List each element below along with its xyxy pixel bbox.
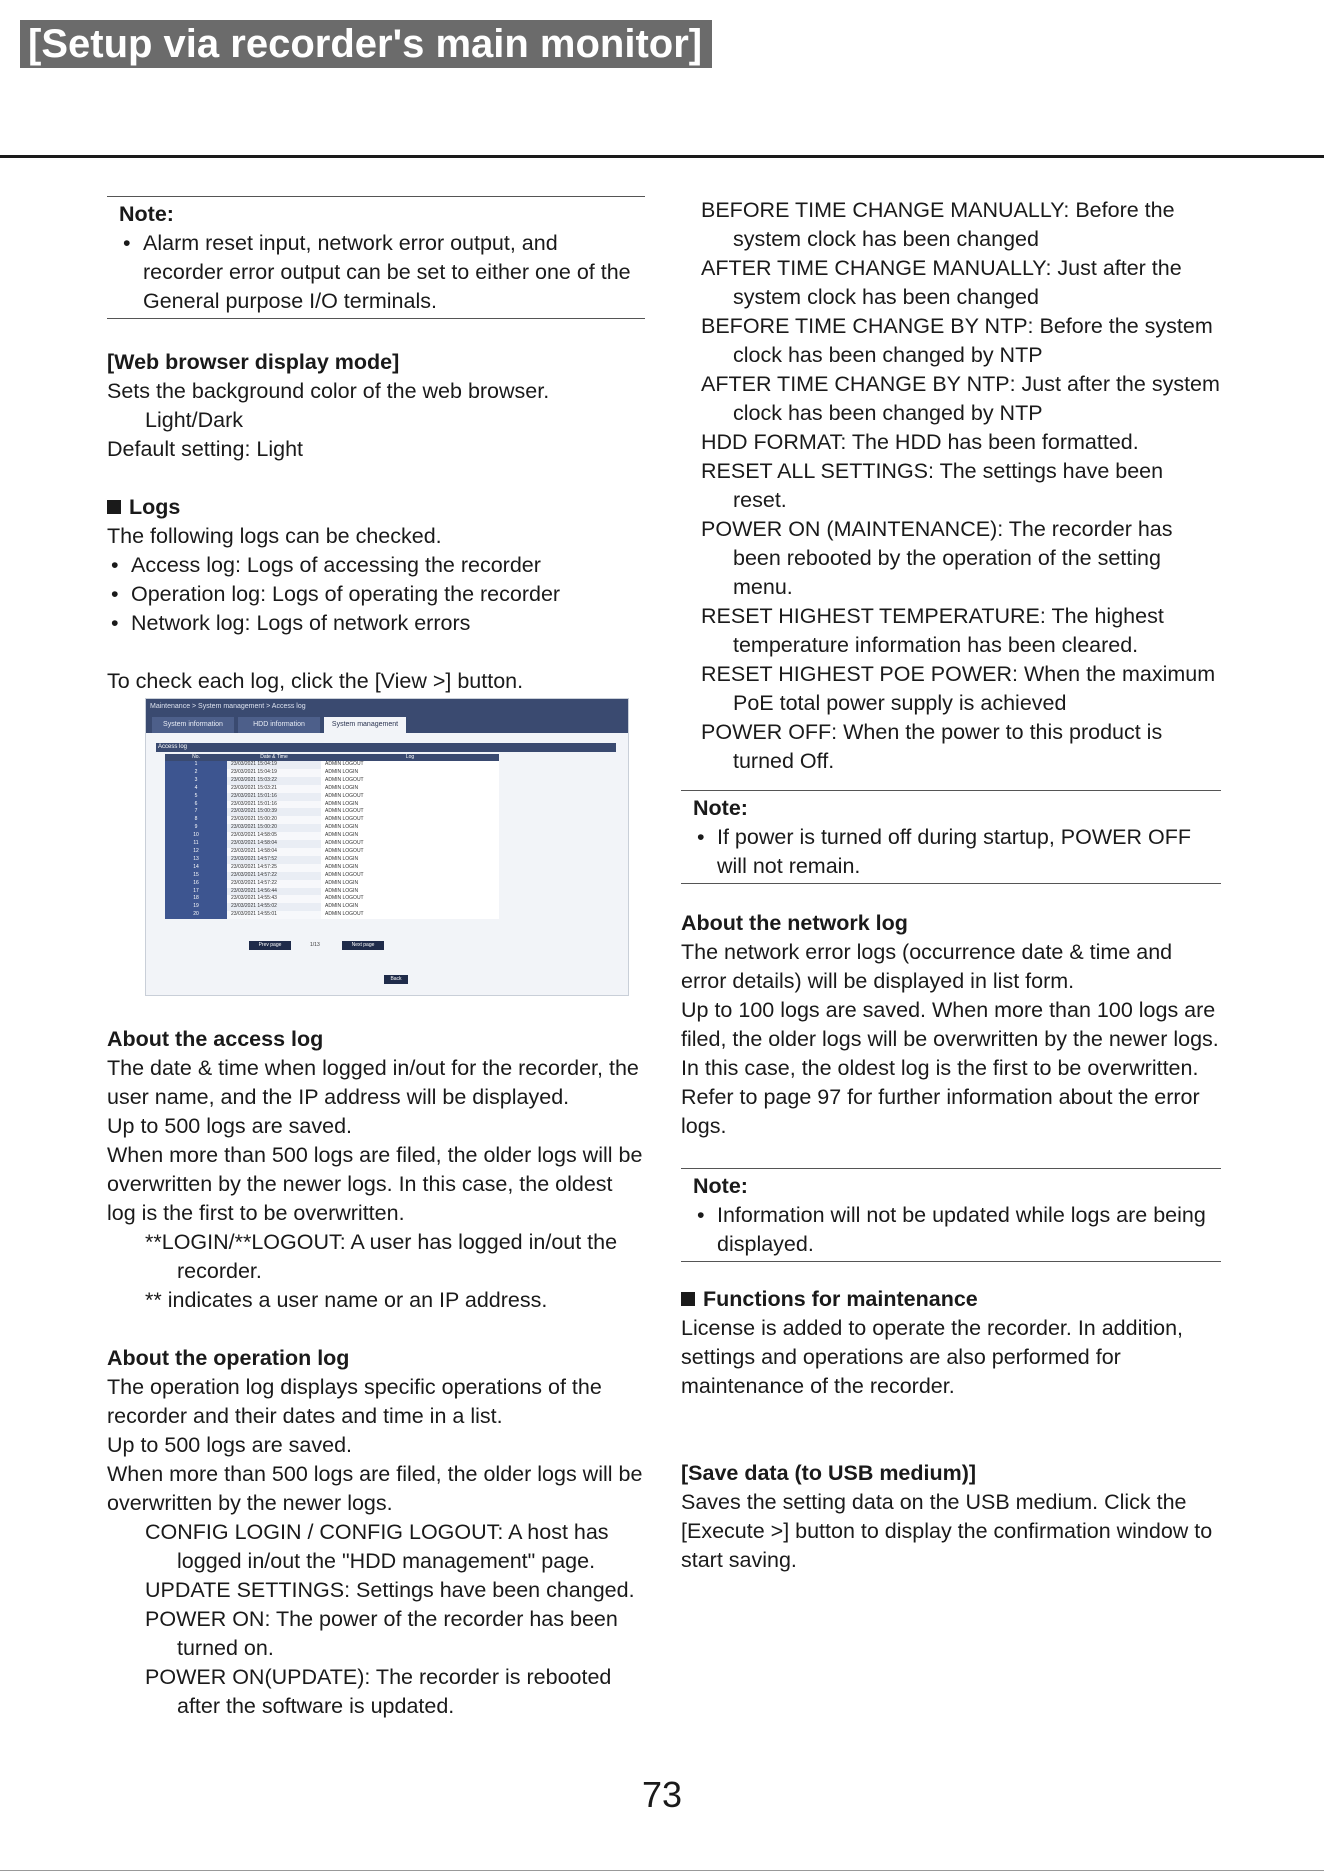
maintenance-heading: Functions for maintenance bbox=[681, 1285, 1221, 1314]
operation-log-entry: BEFORE TIME CHANGE BY NTP: Before the system clock has been changed by NTP bbox=[701, 314, 1213, 367]
screenshot-table-row bbox=[165, 848, 499, 856]
screenshot-cell-no: 3 bbox=[165, 777, 227, 785]
screenshot-cell-datetime: 23/03/2021 15:01:16 bbox=[227, 801, 321, 809]
screenshot-table-row bbox=[165, 903, 499, 911]
screenshot-cell-no: 6 bbox=[165, 801, 227, 809]
screenshot-table-row bbox=[165, 895, 499, 903]
screenshot-cell-datetime: 23/03/2021 14:58:04 bbox=[227, 848, 321, 856]
screenshot-cell-datetime: 23/03/2021 14:57:52 bbox=[227, 856, 321, 864]
screenshot-cell-no: 9 bbox=[165, 824, 227, 832]
operation-log-entry: RESET ALL SETTINGS: The settings have been reset. bbox=[701, 459, 1164, 512]
screenshot-cell-no: 13 bbox=[165, 856, 227, 864]
logs-heading: Logs bbox=[107, 493, 645, 522]
screenshot-cell-datetime: 23/03/2021 14:55:02 bbox=[227, 903, 321, 911]
page-number: 73 bbox=[641, 1774, 683, 1815]
access-log-screenshot bbox=[145, 698, 629, 996]
screenshot-cell-no: 14 bbox=[165, 864, 227, 872]
screenshot-panel-title: Access log bbox=[156, 743, 616, 752]
operation-log-entry: RESET HIGHEST POE POWER: When the maximum PoE total power supply is achieved bbox=[701, 662, 1216, 715]
screenshot-cell-log: ADMIN LOGIN bbox=[321, 864, 499, 872]
operation-log-entry: POWER OFF: When the power to this product is turned Off. bbox=[701, 720, 1163, 773]
screenshot-cell-log: ADMIN LOGIN bbox=[321, 880, 499, 888]
screenshot-cell-no: 5 bbox=[165, 793, 227, 801]
operation-log-entry: POWER ON: The power of the recorder has been turned on. bbox=[145, 1607, 618, 1660]
note-box-power-off bbox=[681, 790, 1221, 884]
section-title: [Setup via recorder's main monitor] bbox=[20, 20, 712, 68]
screenshot-table-row bbox=[165, 832, 499, 840]
screenshot-cell-log: ADMIN LOGOUT bbox=[321, 848, 499, 856]
screenshot-cell-datetime: 23/03/2021 15:00:39 bbox=[227, 808, 321, 816]
screenshot-cell-log: ADMIN LOGOUT bbox=[321, 872, 499, 880]
logs-item-network: • Network log: Logs of network errors bbox=[107, 609, 645, 638]
screenshot-back-button: Back bbox=[384, 975, 408, 984]
screenshot-tab-system-management: System management bbox=[324, 717, 406, 733]
operation-log-entry: AFTER TIME CHANGE BY NTP: Just after the system clock has been changed by NTP bbox=[701, 372, 1220, 425]
screenshot-table-row bbox=[165, 777, 499, 785]
screenshot-cell-datetime: 23/03/2021 14:56:44 bbox=[227, 888, 321, 896]
screenshot-cell-log: ADMIN LOGOUT bbox=[321, 816, 499, 824]
network-log-line: The network error logs (occurrence date & time and error details) will be displayed in list form. bbox=[681, 940, 1173, 993]
operation-log-heading: About the operation log bbox=[107, 1346, 350, 1370]
note-title: Note: bbox=[693, 1174, 748, 1198]
operation-log-entry: HDD FORMAT: The HDD has been formatted. bbox=[701, 430, 1139, 454]
access-log-entry: **LOGIN/**LOGOUT: A user has logged in/out the recorder. bbox=[145, 1230, 618, 1283]
square-bullet-icon bbox=[681, 1292, 695, 1306]
screenshot-cell-no: 16 bbox=[165, 880, 227, 888]
operation-log-entry: POWER ON (MAINTENANCE): The recorder has been rebooted by the operation of the setting menu. bbox=[701, 517, 1173, 599]
logs-check-text: To check each log, click the [View >] button. bbox=[107, 669, 524, 693]
left-column bbox=[107, 196, 645, 1721]
screenshot-cell-no: 19 bbox=[165, 903, 227, 911]
screenshot-table-row bbox=[165, 840, 499, 848]
screenshot-cell-log: ADMIN LOGIN bbox=[321, 856, 499, 864]
screenshot-cell-no: 8 bbox=[165, 816, 227, 824]
screenshot-cell-datetime: 23/03/2021 14:55:01 bbox=[227, 911, 321, 919]
screenshot-tab-hdd-information: HDD information bbox=[238, 717, 320, 733]
note-text: • If power is turned off during startup, POWER OFF will not remain. bbox=[693, 823, 1209, 881]
screenshot-cell-no: 7 bbox=[165, 808, 227, 816]
operation-log-entry: UPDATE SETTINGS: Settings have been changed. bbox=[145, 1578, 635, 1602]
note-title: Note: bbox=[693, 796, 748, 820]
screenshot-prev-page-button: Prev page bbox=[249, 941, 291, 950]
operation-log-entry: AFTER TIME CHANGE MANUALLY: Just after the system clock has been changed bbox=[701, 256, 1182, 309]
screenshot-cell-log: ADMIN LOGOUT bbox=[321, 808, 499, 816]
screenshot-table-row bbox=[165, 872, 499, 880]
screenshot-cell-log: ADMIN LOGOUT bbox=[321, 911, 499, 919]
logs-intro: The following logs can be checked. bbox=[107, 524, 442, 548]
logs-item-operation: • Operation log: Logs of operating the recorder bbox=[107, 580, 645, 609]
square-bullet-icon bbox=[107, 500, 121, 514]
screenshot-cell-log: ADMIN LOGOUT bbox=[321, 895, 499, 903]
operation-log-entry: CONFIG LOGIN / CONFIG LOGOUT: A host has logged in/out the "HDD management" page. bbox=[145, 1520, 609, 1573]
web-browser-options: Light/Dark bbox=[145, 408, 243, 432]
screenshot-cell-log: ADMIN LOGIN bbox=[321, 769, 499, 777]
screenshot-table-row bbox=[165, 761, 499, 769]
access-log-line: Up to 500 logs are saved. bbox=[107, 1114, 353, 1138]
screenshot-col-log: Log bbox=[321, 754, 499, 761]
operation-log-entry: BEFORE TIME CHANGE MANUALLY: Before the system clock has been changed bbox=[701, 198, 1175, 251]
right-column bbox=[681, 196, 1221, 1575]
maintenance-text: License is added to operate the recorder. In addition, settings and operations are also performed for maintenance of the recorder. bbox=[681, 1316, 1184, 1398]
screenshot-rows bbox=[165, 761, 499, 919]
screenshot-cell-no: 10 bbox=[165, 832, 227, 840]
screenshot-cell-datetime: 23/03/2021 15:03:21 bbox=[227, 785, 321, 793]
screenshot-cell-log: ADMIN LOGOUT bbox=[321, 777, 499, 785]
screenshot-cell-datetime: 23/03/2021 15:03:22 bbox=[227, 777, 321, 785]
access-log-heading: About the access log bbox=[107, 1027, 324, 1051]
screenshot-cell-datetime: 23/03/2021 15:04:19 bbox=[227, 769, 321, 777]
screenshot-log-table bbox=[165, 754, 499, 919]
note-text: • Information will not be updated while logs are being displayed. bbox=[693, 1201, 1209, 1259]
screenshot-table-row bbox=[165, 888, 499, 896]
operation-log-line: The operation log displays specific operations of the recorder and their dates and time in a list. bbox=[107, 1375, 602, 1428]
network-log-line: Up to 100 logs are saved. When more than 100 logs are filed, the older logs will be overwritten by the newer logs. In this case, the oldest log is the first to be overwritten. Refer to page 97 for further information about the error logs. bbox=[681, 998, 1219, 1138]
operation-log-line: When more than 500 logs are filed, the older logs will be overwritten by the newer logs. bbox=[107, 1462, 643, 1515]
access-log-line: When more than 500 logs are filed, the older logs will be overwritten by the newer logs. In this case, the oldest log is the first to be overwritten. bbox=[107, 1143, 643, 1225]
screenshot-cell-no: 15 bbox=[165, 872, 227, 880]
screenshot-table-row bbox=[165, 785, 499, 793]
screenshot-cell-log: ADMIN LOGIN bbox=[321, 888, 499, 896]
header-rule bbox=[0, 155, 1324, 158]
screenshot-cell-datetime: 23/03/2021 15:00:20 bbox=[227, 816, 321, 824]
screenshot-cell-no: 17 bbox=[165, 888, 227, 896]
screenshot-table-row bbox=[165, 824, 499, 832]
web-browser-default: Default setting: Light bbox=[107, 437, 304, 461]
footer-rule bbox=[0, 1870, 1324, 1871]
screenshot-cell-log: ADMIN LOGOUT bbox=[321, 793, 499, 801]
note-box-io bbox=[107, 196, 645, 319]
screenshot-cell-no: 1 bbox=[165, 761, 227, 769]
screenshot-cell-log: ADMIN LOGIN bbox=[321, 785, 499, 793]
screenshot-cell-datetime: 23/03/2021 15:04:19 bbox=[227, 761, 321, 769]
screenshot-table-row bbox=[165, 911, 499, 919]
web-browser-heading: [Web browser display mode] bbox=[107, 350, 400, 374]
note-box-info bbox=[681, 1168, 1221, 1262]
screenshot-cell-datetime: 23/03/2021 15:00:20 bbox=[227, 824, 321, 832]
screenshot-cell-no: 11 bbox=[165, 840, 227, 848]
screenshot-cell-datetime: 23/03/2021 14:57:25 bbox=[227, 864, 321, 872]
screenshot-cell-log: ADMIN LOGIN bbox=[321, 832, 499, 840]
screenshot-table-row bbox=[165, 864, 499, 872]
screenshot-cell-datetime: 23/03/2021 14:57:22 bbox=[227, 872, 321, 880]
note-title: Note: bbox=[119, 202, 174, 226]
note-text: • Alarm reset input, network error output, and recorder error output can be set to either one of the General purpose I/O terminals. bbox=[119, 229, 633, 316]
screenshot-table-row bbox=[165, 880, 499, 888]
screenshot-table-row bbox=[165, 769, 499, 777]
screenshot-cell-no: 18 bbox=[165, 895, 227, 903]
logs-item-access: • Access log: Logs of accessing the recorder bbox=[107, 551, 645, 580]
operation-log-entry: POWER ON(UPDATE): The recorder is rebooted after the software is updated. bbox=[145, 1665, 612, 1718]
screenshot-col-no: No. bbox=[165, 754, 227, 761]
screenshot-table-row bbox=[165, 816, 499, 824]
screenshot-cell-no: 12 bbox=[165, 848, 227, 856]
access-log-entry: ** indicates a user name or an IP address. bbox=[145, 1288, 548, 1312]
screenshot-cell-log: ADMIN LOGOUT bbox=[321, 840, 499, 848]
screenshot-breadcrumb: Maintenance > System management > Access log bbox=[150, 703, 306, 710]
screenshot-table-row bbox=[165, 801, 499, 809]
screenshot-cell-datetime: 23/03/2021 14:57:22 bbox=[227, 880, 321, 888]
screenshot-next-page-button: Next page bbox=[342, 941, 384, 950]
screenshot-table-row bbox=[165, 793, 499, 801]
operation-log-entry: RESET HIGHEST TEMPERATURE: The highest temperature information has been cleared. bbox=[701, 604, 1164, 657]
screenshot-cell-no: 2 bbox=[165, 769, 227, 777]
screenshot-cell-datetime: 23/03/2021 14:55:43 bbox=[227, 895, 321, 903]
screenshot-cell-log: ADMIN LOGIN bbox=[321, 801, 499, 809]
operation-log-line: Up to 500 logs are saved. bbox=[107, 1433, 353, 1457]
screenshot-page-indicator: 1/13 bbox=[310, 942, 320, 948]
screenshot-cell-datetime: 23/03/2021 14:58:04 bbox=[227, 840, 321, 848]
save-data-text: Saves the setting data on the USB medium. Click the [Execute >] button to display the confirmation window to start saving. bbox=[681, 1490, 1213, 1572]
screenshot-cell-log: ADMIN LOGIN bbox=[321, 903, 499, 911]
access-log-line: The date & time when logged in/out for the recorder, the user name, and the IP address will be displayed. bbox=[107, 1056, 639, 1109]
save-data-heading: [Save data (to USB medium)] bbox=[681, 1461, 977, 1485]
screenshot-cell-datetime: 23/03/2021 15:01:16 bbox=[227, 793, 321, 801]
screenshot-cell-log: ADMIN LOGOUT bbox=[321, 761, 499, 769]
screenshot-cell-no: 20 bbox=[165, 911, 227, 919]
network-log-heading: About the network log bbox=[681, 911, 908, 935]
screenshot-table-row bbox=[165, 856, 499, 864]
web-browser-desc: Sets the background color of the web browser. bbox=[107, 379, 550, 403]
screenshot-cell-no: 4 bbox=[165, 785, 227, 793]
screenshot-col-datetime: Date & Time bbox=[227, 754, 321, 761]
screenshot-table-row bbox=[165, 808, 499, 816]
screenshot-cell-log: ADMIN LOGIN bbox=[321, 824, 499, 832]
screenshot-cell-datetime: 23/03/2021 14:58:05 bbox=[227, 832, 321, 840]
screenshot-tab-system-information: System information bbox=[152, 717, 234, 733]
